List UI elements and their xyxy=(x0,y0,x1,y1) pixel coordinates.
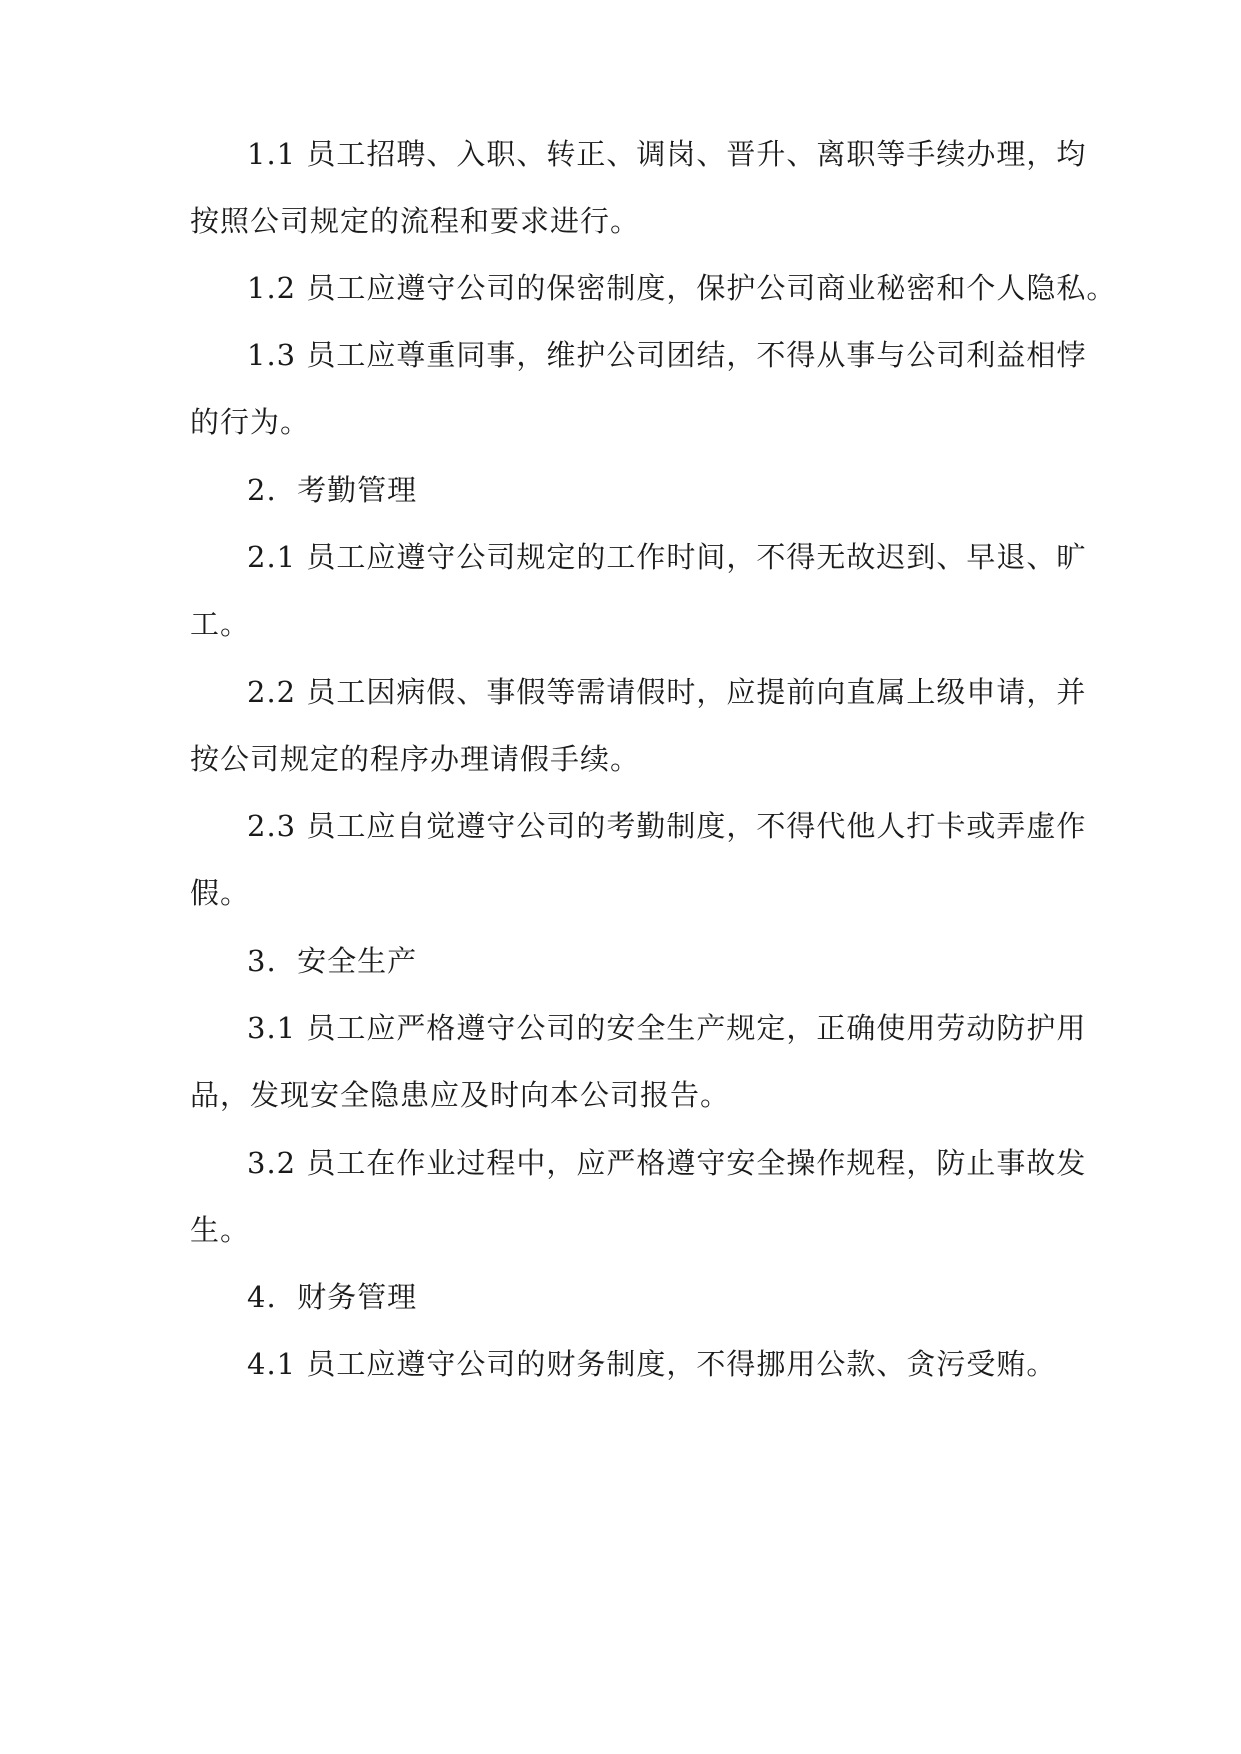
paragraph-3-1-line-2: 品，发现安全隐患应及时向本公司报告。 xyxy=(190,1078,731,1112)
paragraph-1-3-line-1: 1.3 员工应尊重同事，维护公司团结，不得从事与公司利益相悖 xyxy=(247,338,1087,372)
paragraph-1-1-line-2: 按照公司规定的流程和要求进行。 xyxy=(190,204,641,238)
section-heading-2: 2. 考勤管理 xyxy=(247,473,418,507)
paragraph-1-3-line-2: 的行为。 xyxy=(190,405,311,439)
paragraph-3-2-line-1: 3.2 员工在作业过程中，应严格遵守安全操作规程，防止事故发 xyxy=(247,1146,1087,1180)
paragraph-1-2: 1.2 员工应遵守公司的保密制度，保护公司商业秘密和个人隐私。 xyxy=(247,271,1117,305)
section-heading-3: 3. 安全生产 xyxy=(247,944,418,978)
paragraph-2-1-line-2: 工。 xyxy=(190,607,251,641)
paragraph-3-1-line-1: 3.1 员工应严格遵守公司的安全生产规定，正确使用劳动防护用 xyxy=(247,1011,1087,1045)
paragraph-2-2-line-1: 2.2 员工因病假、事假等需请假时，应提前向直属上级申请，并 xyxy=(247,675,1087,709)
paragraph-2-3-line-2: 假。 xyxy=(190,876,251,910)
paragraph-1-1-line-1: 1.1 员工招聘、入职、转正、调岗、晋升、离职等手续办理，均 xyxy=(247,137,1087,171)
paragraph-2-2-line-2: 按公司规定的程序办理请假手续。 xyxy=(190,742,641,776)
paragraph-3-2-line-2: 生。 xyxy=(190,1213,251,1247)
section-heading-4: 4. 财务管理 xyxy=(247,1280,418,1314)
paragraph-2-3-line-1: 2.3 员工应自觉遵守公司的考勤制度，不得代他人打卡或弄虚作 xyxy=(247,809,1087,843)
paragraph-4-1: 4.1 员工应遵守公司的财务制度，不得挪用公款、贪污受贿。 xyxy=(247,1347,1057,1381)
paragraph-2-1-line-1: 2.1 员工应遵守公司规定的工作时间，不得无故迟到、早退、旷 xyxy=(247,540,1087,574)
